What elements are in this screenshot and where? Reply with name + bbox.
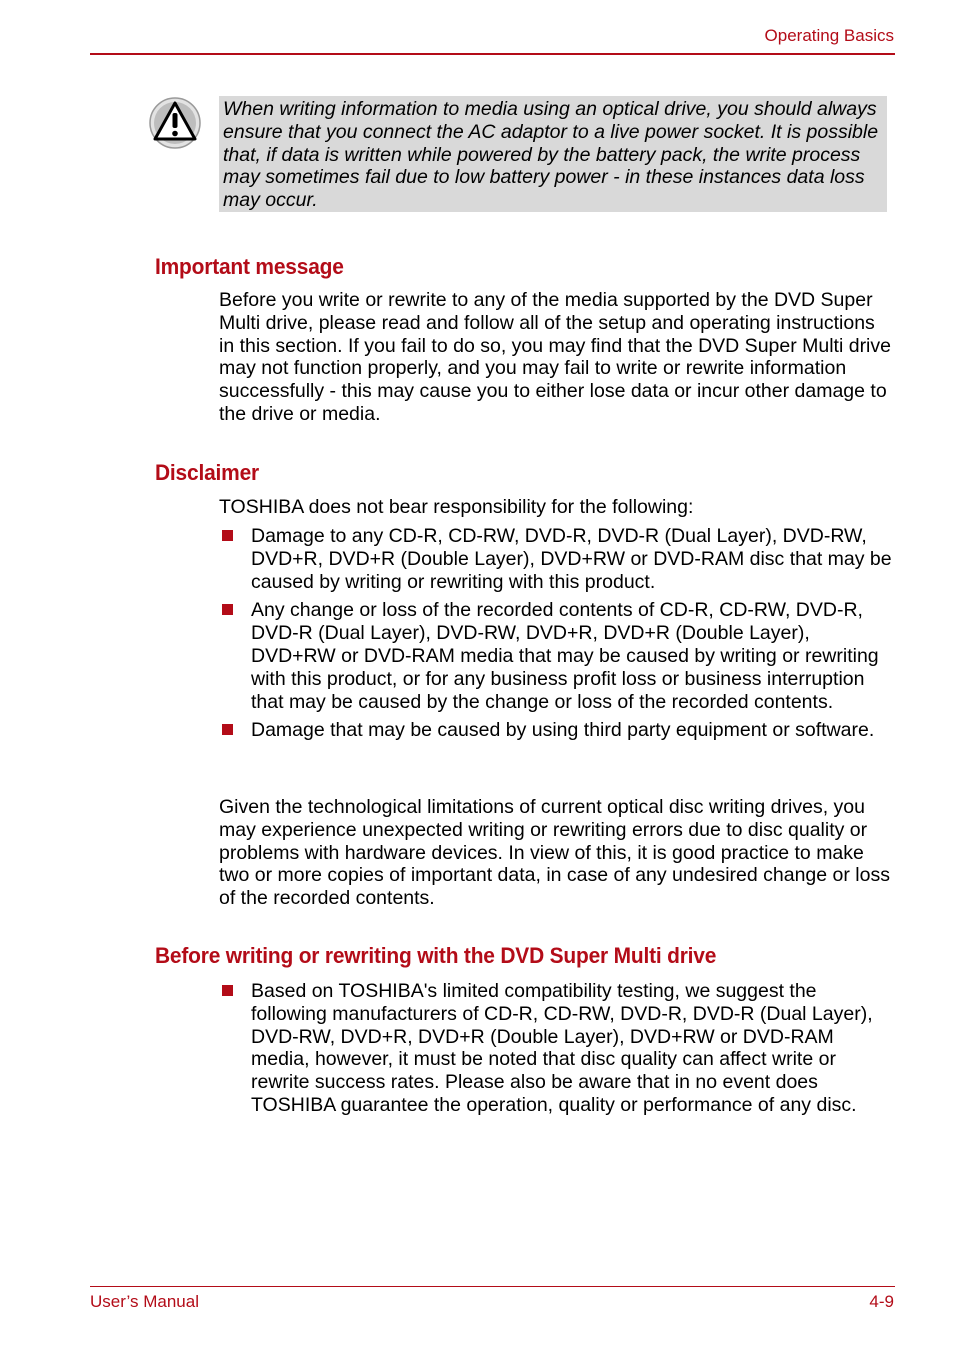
list-item (219, 980, 895, 1117)
list-item-text: Based on TOSHIBA's limited compatibility testing, we suggest the following manufacturers of CD-R, CD-RW, DVD-R, DVD-R (Dual Layer), DVD-RW, DVD+R, DVD+R (Double Layer), DVD+RW or DVD-RAM media, however, it must be noted that disc quality can affect write or rewrite success rates. Please also be aware that in no event does TOSHIBA guarantee the operation, quality or performance of any disc. (251, 980, 873, 1116)
list-item-text: Damage to any CD-R, CD-RW, DVD-R, DVD-R (Dual Layer), DVD-RW, DVD+R, DVD+R (Double Layer), DVD+RW or DVD-RAM disc that may be caused by writing or rewriting with this product. (251, 525, 892, 593)
disclaimer-list (219, 525, 895, 742)
warning-icon (148, 96, 202, 150)
heading-before-writing: Before writing or rewriting with the DVD Super Multi drive (155, 943, 717, 968)
heading-important-message: Important message (155, 254, 344, 279)
list-item-text: Damage that may be caused by using third party equipment or software. (251, 719, 875, 742)
disclaimer-outro: Given the technological limitations of current optical disc writing drives, you may experience unexpected writing or rewriting errors due to disc quality or problems with hardware devices. In view of this, it is good practice to make two or more copies of important data, in case of any undesired change or loss of the recorded contents. (219, 796, 890, 910)
bullet-square-icon (222, 985, 233, 996)
caution-note: When writing information to media using an optical drive, you should always ensure that you connect the AC adaptor to a live power socket. It is possible that, if data is written while powered by the battery pack, the write process may sometimes fail due to low battery power - in these instances data loss may occur. (219, 96, 887, 212)
list-item-text: Any change or loss of the recorded contents of CD-R, CD-RW, DVD-R, DVD-R (Dual Layer), DVD-RW, DVD+R, DVD+R (Double Layer), DVD+RW or DVD-RAM media that may be caused by writing or rewriting with this product, or for any business profit loss or business interruption that may be caused by the change or loss of the recorded contents. (251, 599, 879, 713)
list-item (219, 719, 895, 742)
footer-manual-title: User’s Manual (90, 1292, 199, 1311)
bullet-square-icon (222, 530, 233, 541)
before-writing-list (219, 980, 895, 1117)
important-message-body: Before you write or rewrite to any of the media supported by the DVD Super Multi drive, please read and follow all of the setup and operating instructions in this section. If you fail to do so, you may find that the DVD Super Multi drive may not function properly, and you may fail to write or rewrite information successfully - this may cause you to either lose data or incur other damage to the drive or media. (219, 289, 891, 425)
header-rule (90, 53, 895, 55)
footer-rule (90, 1286, 895, 1287)
list-item (219, 525, 895, 593)
page-header-section: Operating Basics (764, 26, 894, 45)
list-item (219, 599, 895, 713)
disclaimer-intro: TOSHIBA does not bear responsibility for the following: (219, 496, 694, 518)
bullet-square-icon (222, 604, 233, 615)
bullet-square-icon (222, 724, 233, 735)
footer-page-number: 4-9 (869, 1292, 894, 1311)
heading-disclaimer: Disclaimer (155, 460, 260, 485)
